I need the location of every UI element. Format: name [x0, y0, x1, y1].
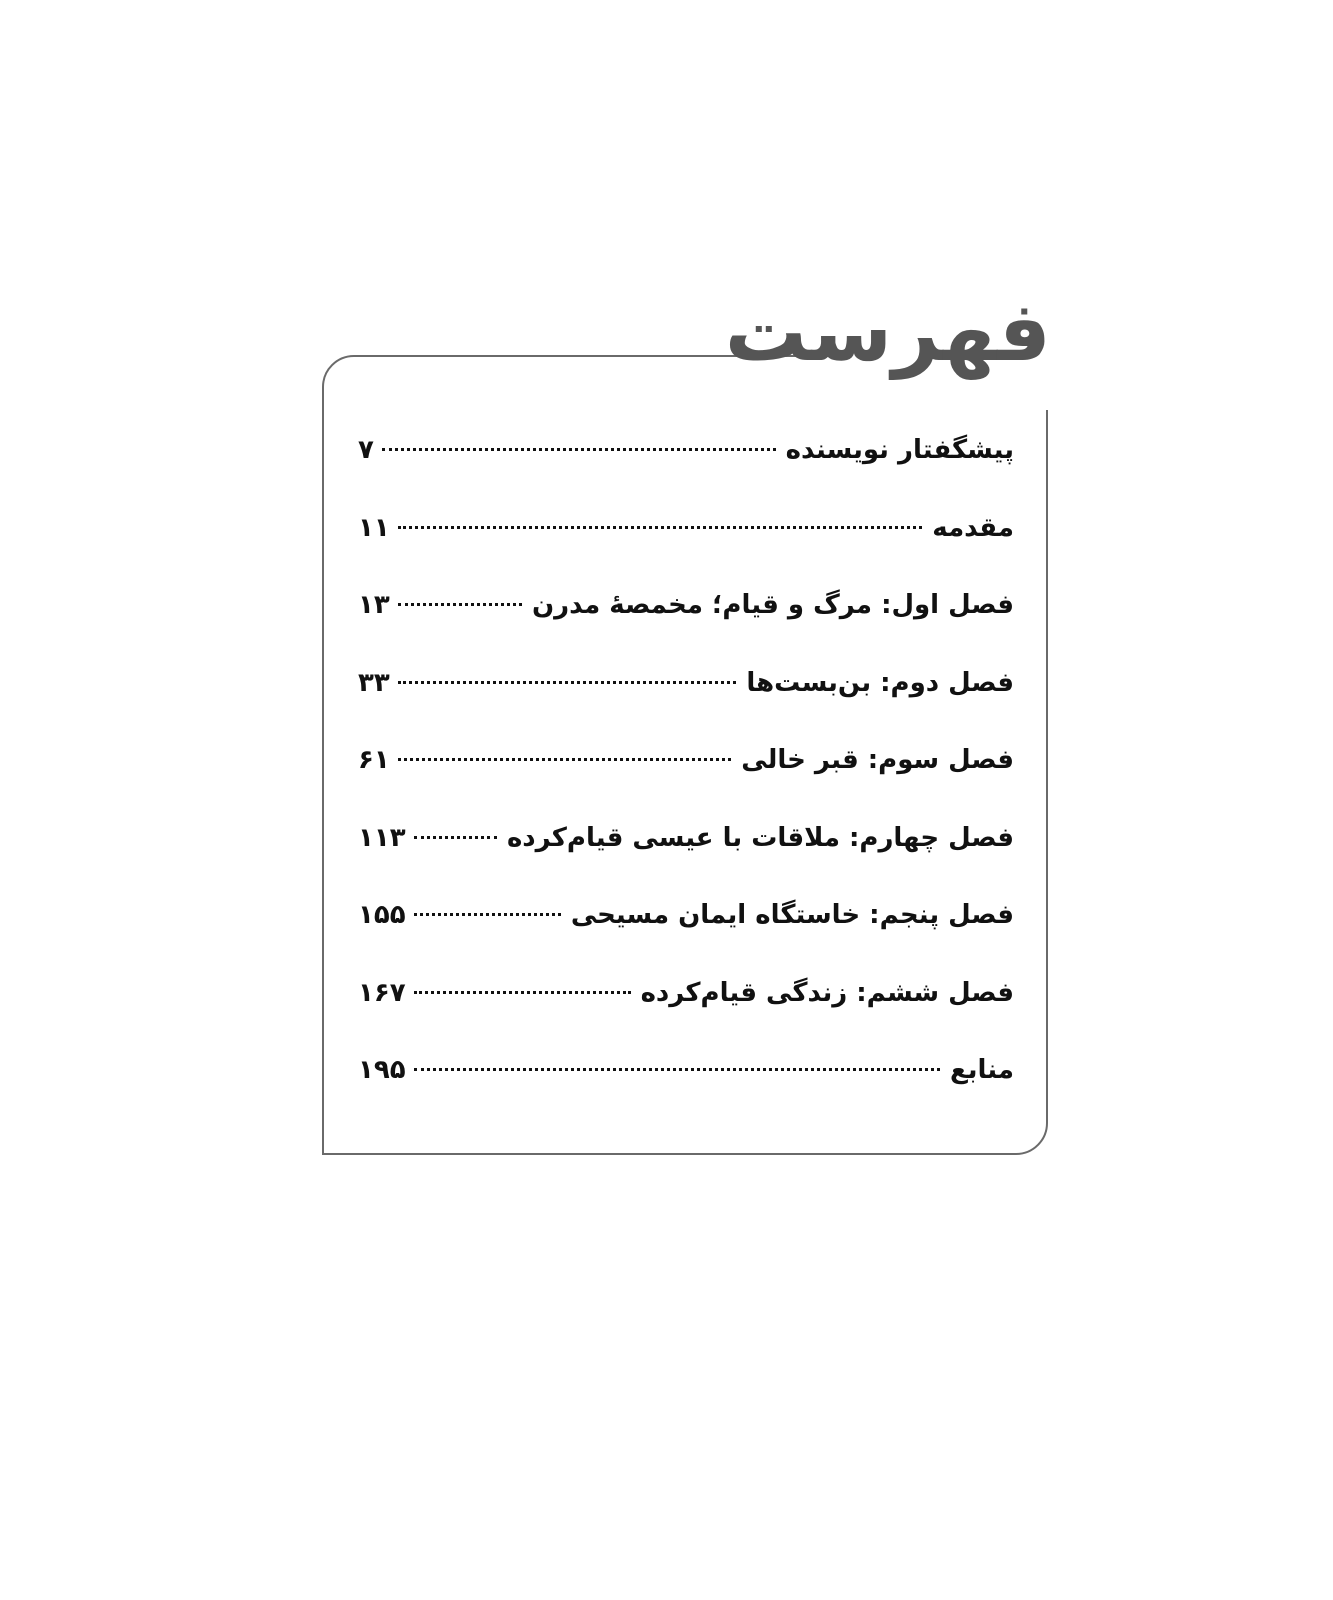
toc-page-number: ۱۹۵ — [358, 1055, 406, 1085]
dot-leader — [398, 758, 732, 761]
toc-entry-label: فصل ششم: زندگی قیام‌کرده — [640, 977, 1014, 1008]
toc-entry-preface[interactable] — [358, 435, 1014, 513]
dot-leader — [382, 448, 776, 451]
toc-entry-label: فصل اول: مرگ و قیام؛ مخمصۀ مدرن — [531, 590, 1014, 620]
toc-entry-label: فصل دوم: بن‌بست‌ها — [746, 667, 1014, 698]
toc-page-number: ۱۳ — [358, 590, 390, 620]
toc-entry-chapter-4[interactable] — [358, 823, 1014, 901]
toc-entry-label: فصل پنجم: خاستگاه ایمان مسیحی — [570, 900, 1014, 930]
toc-page-number: ۱۱ — [358, 512, 390, 543]
dot-leader — [414, 1068, 940, 1071]
toc-entry-chapter-1[interactable] — [358, 590, 1014, 668]
toc-page-number: ۳۳ — [358, 667, 390, 698]
dot-leader — [414, 991, 631, 994]
toc-list — [358, 435, 1014, 1133]
toc-page-number: ۶۱ — [358, 745, 390, 775]
dot-leader — [398, 603, 522, 606]
toc-entry-label: مقدمه — [932, 512, 1014, 543]
dot-leader — [398, 681, 737, 684]
dot-leader — [414, 836, 497, 839]
toc-entry-label: فصل چهارم: ملاقات با عیسی قیام‌کرده — [506, 822, 1014, 853]
toc-page-number: ۱۶۷ — [358, 977, 406, 1008]
toc-page-number: ۷ — [358, 435, 374, 465]
toc-entry-chapter-5[interactable] — [358, 900, 1014, 978]
toc-entry-label: فصل سوم: قبر خالی — [741, 745, 1014, 775]
toc-entry-chapter-2[interactable] — [358, 668, 1014, 746]
toc-entry-introduction[interactable] — [358, 513, 1014, 591]
toc-entry-chapter-6[interactable] — [358, 978, 1014, 1056]
toc-entry-references[interactable] — [358, 1055, 1014, 1133]
toc-entry-label: منابع — [950, 1055, 1014, 1085]
toc-entry-chapter-3[interactable] — [358, 745, 1014, 823]
dot-leader — [414, 913, 561, 916]
toc-page-number: ۱۱۳ — [358, 822, 406, 853]
toc-page-number: ۱۵۵ — [358, 900, 406, 930]
dot-leader — [398, 526, 923, 529]
toc-title: فهرست — [724, 285, 1051, 380]
toc-entry-label: پیشگفتار نویسنده — [785, 435, 1014, 465]
